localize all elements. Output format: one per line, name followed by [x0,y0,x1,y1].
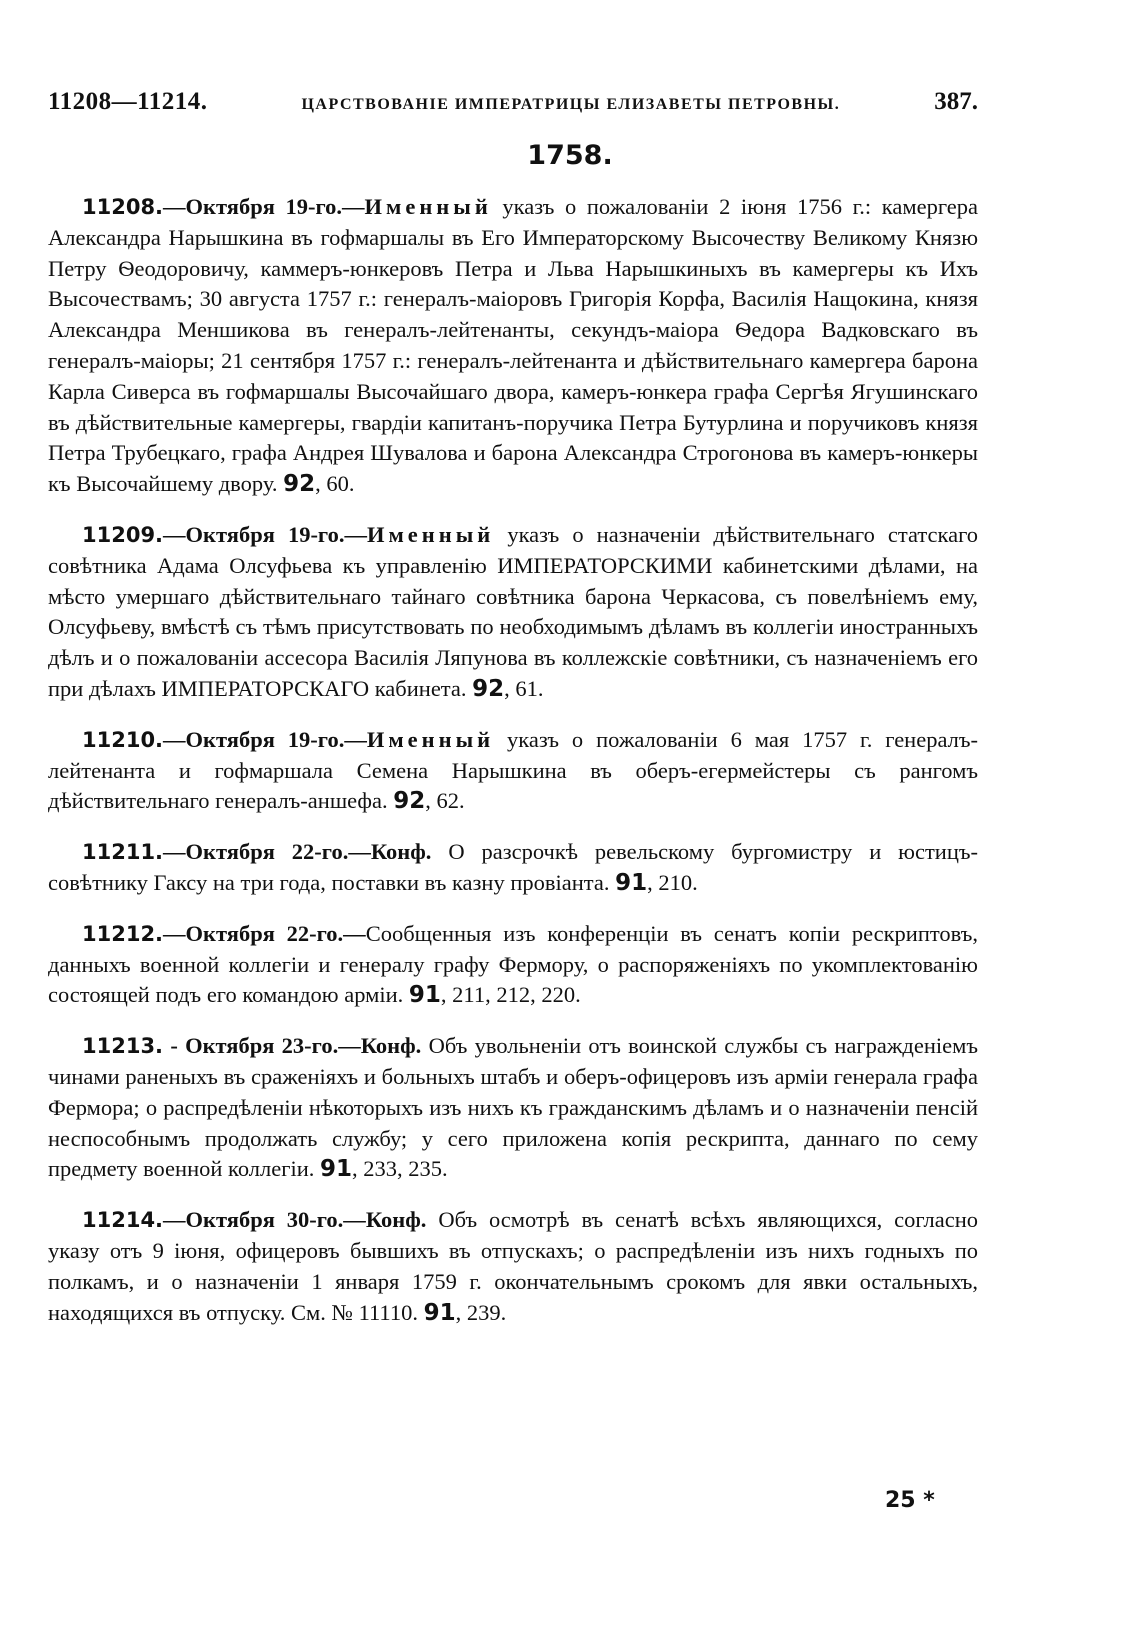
entry-kind: Именный [366,726,495,752]
entry-ref-volume: 91 [615,869,648,896]
year-heading: 1758. [527,140,613,171]
entry-11211 [48,837,978,899]
page-number: 387. [934,88,978,115]
entry-text: О разсрочкѣ ревельскому бургомистру и юстицъ-совѣтнику Гаксу на три года, поставки въ казну провіанта. [48,839,978,895]
entry-number: 11209. [82,522,164,547]
entry-text: Объ осмотрѣ въ сенатѣ всѣхъ являющихся, согласно указу отъ 9 іюня, офицеровъ бывшихъ въ отпускахъ; о распредѣленіи изъ нихъ годныхъ по полкамъ, и о назначеніи 1 января 1759 г. окончательнымъ срокомъ для явки остальныхъ, находящихся въ отпуску. См. № 11110. [48,1207,979,1325]
entry-ref-pages: , 61. [504,675,544,701]
entry-ref-pages: , 233, 235. [352,1156,448,1182]
entry-kind: Именный [364,194,492,219]
entry-text: Сообщенныя изъ конференціи въ сенатъ копіи рескриптовъ, данныхъ военной коллегіи и генералу графу Фермору, о распоряженіяхъ по укомплектованію состоящей подъ его командою арміи. [48,920,978,1008]
entry-11212 [48,919,978,1011]
entries-list [48,192,978,1348]
entry-number: 11210. [82,727,164,752]
entry-kind: Именный [366,521,495,547]
entry-ref-volume: 92 [393,788,426,815]
entry-ref-volume: 92 [283,471,316,498]
entry-kind: Конф. [365,1207,427,1233]
entry-ref-volume: 91 [408,982,441,1009]
entry-date: —Октября 19-го.— [163,194,365,219]
entry-text: указъ о пожалованіи 2 іюня 1756 г.: камергера Александра Нарышкина въ гофмаршалы въ Его Императорскому Высочеству Великому Князю Петру Ѳеодоровичу, каммеръ-юнкеровъ Петра и Льва Нарышкиныхъ въ камергеры къ Ихъ Высочествамъ; 30 августа 1757 г.: генералъ-маіоровъ Григорія Корфа, Василія Нащокина, князя Александра Меншикова въ генералъ-лейтенанты, секундъ-маіора Ѳедора Вадковскаго въ генералъ-маіоры; 21 сентября 1757 г.: генералъ-лейтенанта и дѣйствительнаго камергера барона Карла Сиверса въ гофмаршалы Высочайшаго двора, камеръ-юнкера графа Сергѣя Ягушинскаго въ дѣйствительные камергеры, гвардіи капитанъ-поручика Петра Бутурлина и поручиковъ князя Петра Трубецкаго, графа Андрея Шувалова и барона Александра Строгонова въ камеръ-юнкеры къ Высочайшему двору. [48,194,979,497]
entry-11210 [48,725,978,817]
entry-number: 11212. [82,921,164,946]
entry-kind: Конф. [360,1033,422,1059]
entry-ref-volume: 91 [423,1299,456,1326]
entry-date: —Октября 30-го.— [163,1207,366,1233]
entry-ref-volume: 91 [320,1156,353,1183]
entry-number: 11214. [82,1208,164,1233]
entry-number: 11211. [82,840,164,865]
entry-date: —Октября 22-го.— [163,920,366,946]
entry-ref-pages: , 239. [455,1299,507,1325]
entry-11214 [48,1205,978,1328]
entry-ref-volume: 92 [472,675,505,702]
entry-number: 11208. [82,195,164,219]
entry-number: 11213. [82,1034,164,1059]
entry-11208 [48,192,978,500]
entry-kind: Конф. [370,839,432,865]
entry-ref-pages: , 210. [647,869,698,895]
entry-ref-pages: , 60. [315,471,355,497]
running-header [48,88,978,128]
entry-date: —Октября 19-го.— [163,726,367,752]
entry-ref-pages: , 62. [425,788,465,814]
header-entry-range: 11208—11214. [48,88,208,115]
entry-date: —Октября 22-го.— [163,839,371,865]
entry-11209 [48,520,978,705]
entry-11213 [48,1031,978,1185]
entry-text: Объ увольненіи отъ воинской службы съ награжденіемъ чинами раненыхъ въ сраженіяхъ и больныхъ штабъ и оберъ-офицеровъ изъ арміи генерала графа Фермора; о распредѣленіи нѣкоторыхъ изъ нихъ къ гражданскимъ дѣламъ и о назначеніи пенсій неспособнымъ продолжать службу; у сего приложена копія рескрипта, даннаго по сему предмету военной коллегіи. [48,1033,978,1182]
entry-text: указъ о назначеніи дѣйствительнаго статскаго совѣтника Адама Олсуфьева къ управленію ИМПЕРАТОРСКИМИ кабинетскими дѣлами, на мѣсто умершаго дѣйствительнаго тайнаго совѣтника барона Черкасова, съ повелѣніемъ ему, Олсуфьеву, вмѣстѣ съ тѣмъ присутствовать по необходимымъ дѣламъ въ коллегіи иностранныхъ дѣлъ и о пожалованіи ассесора Василія Ляпунова въ коллежскіе совѣтники, съ назначеніемъ его при дѣлахъ ИМПЕРАТОРСКАГО кабинета. [48,521,978,701]
signature-mark: 25 * [885,1488,935,1513]
entry-date: —Октября 19-го.— [163,521,367,547]
header-title: ЦАРСТВОВАНІЕ ИМПЕРАТРИЦЫ ЕЛИЗАВЕТЫ ПЕТРОВНЫ. [301,96,841,113]
entry-ref-pages: , 211, 212, 220. [440,982,581,1008]
entry-text: указъ о пожалованіи 6 мая 1757 г. генералъ-лейтенанта и гофмаршала Семена Нарышкина въ оберъ-егермейстеры съ рангомъ дѣйствительнаго генералъ-аншефа. [48,726,978,814]
entry-date: - Октября 23-го.— [163,1033,361,1059]
